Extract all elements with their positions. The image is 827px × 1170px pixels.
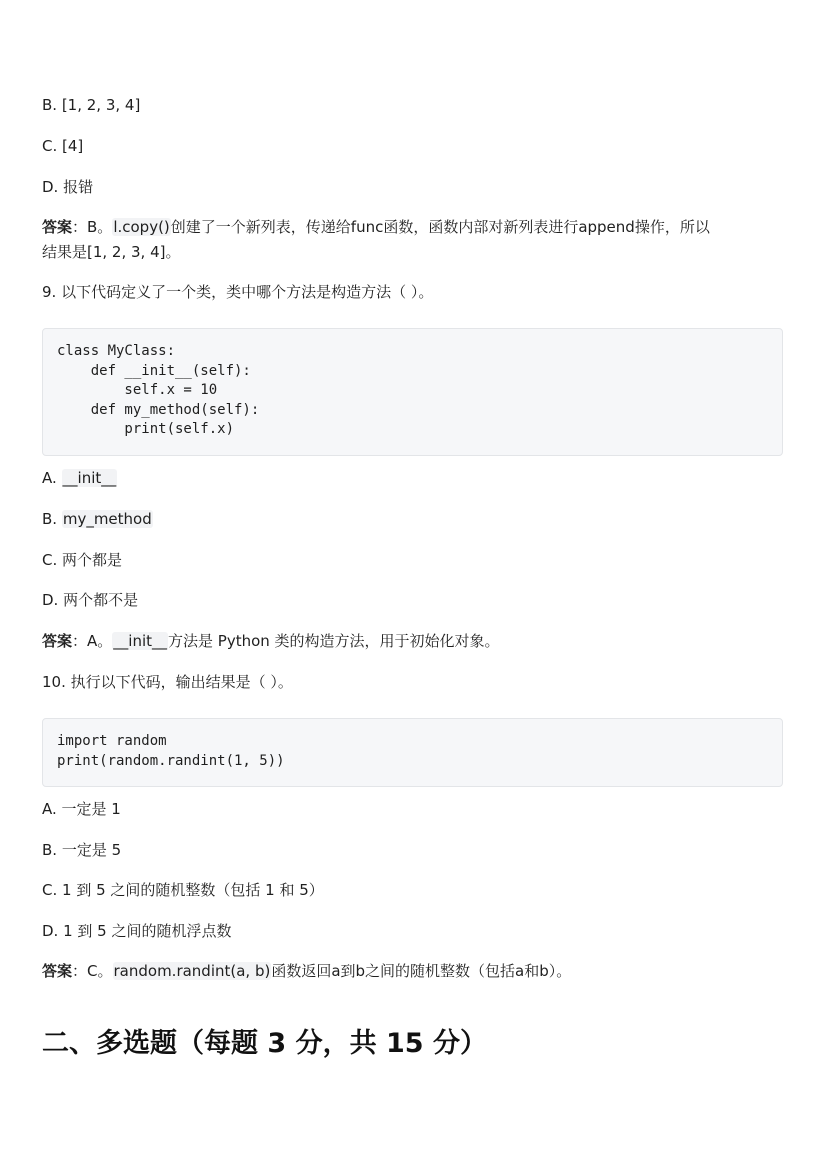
q9-option-c: C. 两个都是 (42, 551, 123, 569)
q9-question: 9. 以下代码定义了一个类，类中哪个方法是构造方法（ ）。 (42, 283, 434, 301)
q9-option-b (42, 508, 153, 530)
q10-answer-text: 函数返回a到b之间的随机整数（包括a和b）。 (271, 962, 572, 980)
code-line: self.x = 10 (57, 382, 218, 399)
q10-answer-prefix: ：C。 (72, 962, 113, 980)
q9-answer-text: 方法是 Python 类的构造方法，用于初始化对象。 (168, 632, 500, 650)
q8-option-d: D. 报错 (42, 178, 94, 196)
q8-answer-code: l.copy() (113, 218, 170, 236)
q9-option-b-prefix: B. (42, 510, 62, 528)
q8-option-b: B. [1, 2, 3, 4] (42, 96, 141, 114)
code-line: import random (57, 733, 167, 749)
q10-option-b: B. 一定是 5 (42, 841, 122, 859)
code-line: def my_method(self): (57, 401, 260, 418)
q8-answer-line2: 结果是[1, 2, 3, 4]。 (42, 243, 181, 261)
q10-option-c: C. 1 到 5 之间的随机整数（包括 1 和 5） (42, 881, 324, 899)
q9-code-block (42, 328, 783, 456)
code-line: print(self.x) (57, 421, 235, 438)
section-heading: 二、多选题（每题 3 分，共 15 分） (42, 1028, 487, 1059)
q10-option-d: D. 1 到 5 之间的随机浮点数 (42, 922, 232, 940)
q8-answer-line1 (42, 216, 710, 238)
q10-answer-label: 答案 (42, 962, 73, 980)
q8-answer-label: 答案 (42, 218, 73, 236)
q9-option-b-code: my_method (62, 510, 152, 528)
q10-code-block (42, 718, 783, 787)
q9-answer-prefix: ：A。 (72, 632, 113, 650)
q10-question: 10. 执行以下代码，输出结果是（ ）。 (42, 673, 293, 691)
q8-answer-prefix: ：B。 (72, 218, 113, 236)
code-line: def __init__(self): (57, 362, 251, 379)
q9-answer-code: __init__ (113, 632, 168, 650)
q10-option-a: A. 一定是 1 (42, 800, 121, 818)
q10-answer-code: random.randint(a, b) (113, 962, 271, 980)
q8-answer-text: 创建了一个新列表，传递给func函数，函数内部对新列表进行append操作，所以 (170, 218, 710, 236)
q8-option-c: C. [4] (42, 137, 84, 155)
code-line: print(random.randint(1, 5)) (57, 752, 285, 769)
q10-answer (42, 960, 571, 982)
q9-answer-label: 答案 (42, 632, 73, 650)
q9-option-d: D. 两个都不是 (42, 591, 139, 609)
q9-option-a-prefix: A. (42, 469, 62, 487)
q9-option-a-code: __init__ (62, 469, 117, 487)
q9-option-a (42, 467, 117, 489)
q9-answer (42, 630, 500, 652)
code-line: class MyClass: (57, 343, 176, 359)
